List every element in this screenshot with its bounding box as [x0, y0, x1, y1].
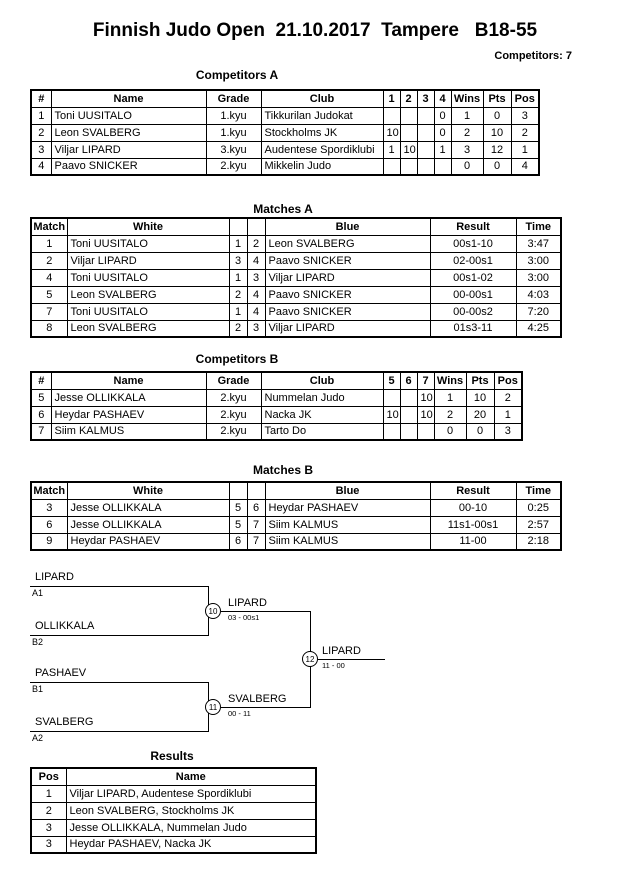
section-title-matches-a: Matches A [253, 202, 313, 216]
column-header: 2 [400, 90, 417, 107]
column-header: Result [430, 482, 516, 499]
cell-result: 01s3-11 [430, 320, 516, 337]
bracket-result: 03 - 00s1 [228, 613, 260, 622]
table-row [31, 836, 316, 853]
bracket-match-line [30, 635, 208, 636]
cell-white-name: Heydar PASHAEV [67, 533, 229, 550]
cell-score [417, 423, 434, 440]
column-header [247, 482, 265, 499]
cell-wins: 3 [451, 141, 483, 158]
bracket-match-number: 10 [205, 603, 221, 619]
cell-wins: 1 [451, 107, 483, 124]
cell-num: 3 [31, 141, 51, 158]
cell-white-num: 2 [229, 320, 247, 337]
cell-match-num: 7 [31, 303, 67, 320]
table-row [31, 252, 561, 269]
cell-name: Jesse OLLIKKALA [51, 389, 206, 406]
cell-grade: 2.kyu [206, 406, 261, 423]
column-header: 4 [434, 90, 451, 107]
column-header: White [67, 482, 229, 499]
cell-score [400, 406, 417, 423]
table-row [31, 406, 522, 423]
cell-white-num: 1 [229, 235, 247, 252]
column-header: Name [51, 372, 206, 389]
cell-white-num: 5 [229, 499, 247, 516]
cell-blue-name: Paavo SNICKER [265, 252, 430, 269]
table-row [31, 785, 316, 802]
bracket-match-number: 11 [205, 699, 221, 715]
cell-pos: 3 [494, 423, 522, 440]
results-table [30, 767, 317, 854]
cell-grade: 3.kyu [206, 141, 261, 158]
cell-blue-name: Heydar PASHAEV [265, 499, 430, 516]
cell-name: Heydar PASHAEV, Nacka JK [66, 836, 316, 853]
competitors-b-table [30, 371, 523, 441]
cell-time: 2:18 [516, 533, 561, 550]
cell-score: 10 [383, 124, 400, 141]
cell-blue-name: Viljar LIPARD [265, 269, 430, 286]
table-row [31, 802, 316, 819]
cell-num: 5 [31, 389, 51, 406]
column-header: # [31, 90, 51, 107]
bracket-result: 00 - 11 [228, 709, 251, 718]
cell-blue-num: 2 [247, 235, 265, 252]
cell-blue-num: 3 [247, 320, 265, 337]
cell-grade: 1.kyu [206, 124, 261, 141]
bracket-match-line [221, 611, 310, 612]
table-row [31, 124, 539, 141]
cell-time: 3:00 [516, 269, 561, 286]
cell-blue-name: Viljar LIPARD [265, 320, 430, 337]
cell-name: Siim KALMUS [51, 423, 206, 440]
cell-club: Nummelan Judo [261, 389, 383, 406]
column-header: Club [261, 372, 383, 389]
cell-match-num: 8 [31, 320, 67, 337]
cell-white-name: Toni UUSITALO [67, 269, 229, 286]
cell-white-name: Toni UUSITALO [67, 235, 229, 252]
cell-wins: 0 [434, 423, 466, 440]
cell-result: 00-00s1 [430, 286, 516, 303]
cell-white-num: 1 [229, 269, 247, 286]
cell-pos: 2 [31, 802, 66, 819]
cell-time: 7:20 [516, 303, 561, 320]
bracket-match-line [30, 682, 208, 683]
column-header: Blue [265, 218, 430, 235]
cell-result: 00s1-02 [430, 269, 516, 286]
bracket-seed-label: B1 [32, 684, 44, 694]
table-header-row [31, 482, 561, 499]
cell-name: Viljar LIPARD, Audentese Spordiklubi [66, 785, 316, 802]
bracket-player-name: PASHAEV [35, 667, 87, 679]
cell-pos: 1 [511, 141, 539, 158]
section-title-results: Results [150, 749, 194, 763]
table-row [31, 303, 561, 320]
cell-time: 3:00 [516, 252, 561, 269]
cell-blue-name: Siim KALMUS [265, 533, 430, 550]
cell-pts: 0 [483, 158, 511, 175]
cell-score [417, 124, 434, 141]
cell-white-num: 6 [229, 533, 247, 550]
column-header: Wins [434, 372, 466, 389]
bracket-seed-label: A1 [32, 588, 44, 598]
cell-grade: 1.kyu [206, 107, 261, 124]
cell-score [383, 423, 400, 440]
bracket-result: 11 - 00 [322, 661, 345, 670]
cell-wins: 2 [451, 124, 483, 141]
column-header: Pos [31, 768, 66, 785]
cell-name: Leon SVALBERG [51, 124, 206, 141]
matches-a-table [30, 217, 562, 338]
cell-white-name: Toni UUSITALO [67, 303, 229, 320]
matches-b-table [30, 481, 562, 551]
cell-score: 0 [434, 124, 451, 141]
competitors-a-table [30, 89, 540, 176]
bracket-player-name: LIPARD [35, 571, 74, 583]
table-header-row [31, 90, 539, 107]
column-header: Pts [483, 90, 511, 107]
cell-blue-num: 4 [247, 303, 265, 320]
cell-score [417, 107, 434, 124]
column-header: 3 [417, 90, 434, 107]
table-row [31, 158, 539, 175]
cell-match-num: 5 [31, 286, 67, 303]
column-header [229, 218, 247, 235]
bracket-player-name: OLLIKKALA [35, 620, 95, 632]
cell-pts: 20 [466, 406, 494, 423]
column-header: Pos [494, 372, 522, 389]
column-header [229, 482, 247, 499]
cell-score: 1 [434, 141, 451, 158]
cell-time: 4:03 [516, 286, 561, 303]
cell-result: 00-10 [430, 499, 516, 516]
column-header: Club [261, 90, 383, 107]
cell-white-name: Jesse OLLIKKALA [67, 516, 229, 533]
cell-white-num: 2 [229, 286, 247, 303]
column-header: # [31, 372, 51, 389]
cell-match-num: 1 [31, 235, 67, 252]
cell-white-name: Jesse OLLIKKALA [67, 499, 229, 516]
table-row [31, 423, 522, 440]
bracket-match-line [30, 586, 208, 587]
cell-pos: 3 [31, 836, 66, 853]
page-title: Finnish Judo Open 21.10.2017 Tampere B18-55 [92, 20, 538, 41]
cell-white-num: 1 [229, 303, 247, 320]
cell-white-name: Leon SVALBERG [67, 286, 229, 303]
cell-blue-num: 4 [247, 286, 265, 303]
bracket-winner-name: LIPARD [322, 645, 361, 657]
cell-match-num: 9 [31, 533, 67, 550]
table-row [31, 141, 539, 158]
column-header: Pos [511, 90, 539, 107]
cell-blue-name: Siim KALMUS [265, 516, 430, 533]
table-row [31, 516, 561, 533]
cell-pts: 10 [483, 124, 511, 141]
cell-score: 0 [434, 107, 451, 124]
table-row [31, 286, 561, 303]
cell-match-num: 2 [31, 252, 67, 269]
column-header: Match [31, 218, 67, 235]
cell-score: 1 [383, 141, 400, 158]
table-row [31, 499, 561, 516]
cell-score [383, 158, 400, 175]
cell-club: Tikkurilan Judokat [261, 107, 383, 124]
cell-time: 0:25 [516, 499, 561, 516]
cell-wins: 0 [451, 158, 483, 175]
section-title-competitors-a: Competitors A [195, 68, 279, 82]
cell-pos: 4 [511, 158, 539, 175]
cell-score [383, 107, 400, 124]
cell-score [400, 107, 417, 124]
cell-score: 10 [417, 406, 434, 423]
cell-club: Stockholms JK [261, 124, 383, 141]
cell-blue-name: Paavo SNICKER [265, 303, 430, 320]
bracket-match-number: 12 [302, 651, 318, 667]
bracket-player-name: SVALBERG [35, 716, 94, 728]
cell-score [400, 124, 417, 141]
cell-pos: 1 [31, 785, 66, 802]
table-row [31, 533, 561, 550]
table-row [31, 235, 561, 252]
cell-num: 4 [31, 158, 51, 175]
cell-pts: 10 [466, 389, 494, 406]
cell-name: Paavo SNICKER [51, 158, 206, 175]
cell-match-num: 4 [31, 269, 67, 286]
cell-club: Tarto Do [261, 423, 383, 440]
cell-num: 1 [31, 107, 51, 124]
cell-score [417, 141, 434, 158]
column-header: Wins [451, 90, 483, 107]
bracket-match-line [318, 659, 385, 660]
cell-blue-name: Leon SVALBERG [265, 235, 430, 252]
column-header: Match [31, 482, 67, 499]
cell-score: 10 [400, 141, 417, 158]
table-header-row [31, 768, 316, 785]
cell-pos: 1 [494, 406, 522, 423]
column-header: Time [516, 218, 561, 235]
cell-score [383, 389, 400, 406]
cell-pos: 2 [511, 124, 539, 141]
table-header-row [31, 372, 522, 389]
cell-grade: 2.kyu [206, 423, 261, 440]
column-header: 1 [383, 90, 400, 107]
cell-score [400, 423, 417, 440]
cell-num: 6 [31, 406, 51, 423]
bracket-seed-label: A2 [32, 733, 44, 743]
cell-time: 4:25 [516, 320, 561, 337]
cell-wins: 1 [434, 389, 466, 406]
cell-blue-num: 7 [247, 533, 265, 550]
cell-num: 2 [31, 124, 51, 141]
column-header: Grade [206, 372, 261, 389]
cell-white-name: Leon SVALBERG [67, 320, 229, 337]
cell-result: 11-00 [430, 533, 516, 550]
cell-blue-num: 3 [247, 269, 265, 286]
elimination-bracket [30, 570, 400, 750]
cell-score: 10 [383, 406, 400, 423]
column-header: 5 [383, 372, 400, 389]
cell-club: Nacka JK [261, 406, 383, 423]
cell-match-num: 3 [31, 499, 67, 516]
column-header [247, 218, 265, 235]
cell-name: Leon SVALBERG, Stockholms JK [66, 802, 316, 819]
table-header-row [31, 218, 561, 235]
bracket-winner-name: LIPARD [228, 597, 267, 609]
cell-white-num: 3 [229, 252, 247, 269]
cell-result: 02-00s1 [430, 252, 516, 269]
cell-score [417, 158, 434, 175]
cell-score: 10 [417, 389, 434, 406]
bracket-match-line [221, 707, 310, 708]
cell-pos: 3 [31, 819, 66, 836]
cell-club: Mikkelin Judo [261, 158, 383, 175]
cell-name: Jesse OLLIKKALA, Nummelan Judo [66, 819, 316, 836]
cell-result: 00s1-10 [430, 235, 516, 252]
cell-pos: 3 [511, 107, 539, 124]
column-header: Result [430, 218, 516, 235]
cell-score [400, 158, 417, 175]
table-row [31, 107, 539, 124]
bracket-seed-label: B2 [32, 637, 44, 647]
cell-blue-name: Paavo SNICKER [265, 286, 430, 303]
cell-time: 2:57 [516, 516, 561, 533]
cell-score [434, 158, 451, 175]
cell-club: Audentese Spordiklubi [261, 141, 383, 158]
bracket-match-line [30, 731, 208, 732]
table-row [31, 819, 316, 836]
bracket-winner-name: SVALBERG [228, 693, 287, 705]
cell-result: 11s1-00s1 [430, 516, 516, 533]
cell-pts: 0 [483, 107, 511, 124]
table-row [31, 320, 561, 337]
competitors-count: Competitors: 7 [494, 50, 572, 62]
cell-name: Toni UUSITALO [51, 107, 206, 124]
column-header: White [67, 218, 229, 235]
column-header: Name [51, 90, 206, 107]
cell-white-name: Viljar LIPARD [67, 252, 229, 269]
cell-blue-num: 7 [247, 516, 265, 533]
cell-num: 7 [31, 423, 51, 440]
table-row [31, 389, 522, 406]
column-header: 6 [400, 372, 417, 389]
cell-name: Viljar LIPARD [51, 141, 206, 158]
cell-grade: 2.kyu [206, 158, 261, 175]
column-header: Blue [265, 482, 430, 499]
cell-score [400, 389, 417, 406]
section-title-competitors-b: Competitors B [195, 352, 279, 366]
cell-white-num: 5 [229, 516, 247, 533]
cell-pos: 2 [494, 389, 522, 406]
cell-grade: 2.kyu [206, 389, 261, 406]
cell-match-num: 6 [31, 516, 67, 533]
cell-wins: 2 [434, 406, 466, 423]
cell-name: Heydar PASHAEV [51, 406, 206, 423]
cell-pts: 0 [466, 423, 494, 440]
section-title-matches-b: Matches B [252, 463, 314, 477]
column-header: 7 [417, 372, 434, 389]
cell-blue-num: 6 [247, 499, 265, 516]
cell-blue-num: 4 [247, 252, 265, 269]
column-header: Time [516, 482, 561, 499]
column-header: Grade [206, 90, 261, 107]
cell-time: 3:47 [516, 235, 561, 252]
cell-result: 00-00s2 [430, 303, 516, 320]
column-header: Pts [466, 372, 494, 389]
table-row [31, 269, 561, 286]
cell-pts: 12 [483, 141, 511, 158]
column-header: Name [66, 768, 316, 785]
